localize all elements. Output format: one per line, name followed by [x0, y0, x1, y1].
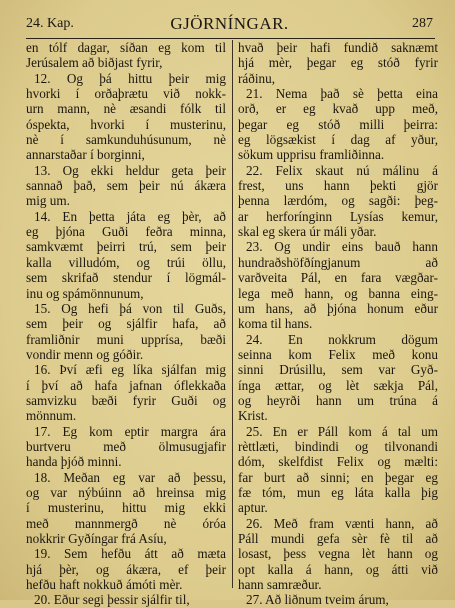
- text-line: eg lögsækist í dag af yður,: [238, 132, 438, 148]
- text-line: ínga ættar, og lèt sækja Pál,: [238, 377, 438, 393]
- text-line: opt kalla á hann, og átti við: [238, 561, 438, 577]
- text-line: hjá mèr, þegar eg stóð fyrir: [238, 55, 438, 71]
- text-line: 12. Og þá hittu þeir mig: [34, 70, 226, 86]
- text-line: sökum upprisu framliðinna.: [238, 147, 385, 163]
- text-line: og heyrði hann um trúna á: [238, 392, 438, 408]
- column-divider: [232, 40, 233, 588]
- text-line: sinni Drúsillu, sem var Gyð-: [238, 362, 438, 378]
- text-line: nè í samkunduhúsunum, nè: [26, 132, 226, 148]
- text-line: óspekta, hvorki í musterinu,: [26, 116, 226, 132]
- text-line: handa þjóð minni.: [26, 454, 122, 470]
- text-line: hann samræður.: [238, 577, 322, 593]
- text-line: dóm, skelfdist Felix og mælti:: [238, 454, 438, 470]
- text-line: 14. En þetta játa eg þèr, að: [34, 208, 226, 224]
- text-line: í því að hafa jafnan óflekkaða: [26, 377, 226, 393]
- left-text-column: [26, 40, 226, 608]
- text-line: í musterinu, hittu mig ekki: [26, 500, 226, 516]
- text-line: sannað það, sem þeir nú ákæra: [26, 178, 226, 194]
- text-line: fæ tóm, mun eg láta kalla þig: [238, 484, 438, 500]
- text-line: eg þjóna Guði feðra minna,: [26, 224, 226, 240]
- text-line: hefðu haft nokkuð ámóti mèr.: [26, 577, 183, 593]
- text-line: seinna kom Felix með konu: [238, 346, 438, 362]
- text-line: samvizku bæði fyrir Guði og: [26, 392, 226, 408]
- text-line: 19. Sem hefðu átt að mæta: [34, 546, 226, 562]
- header-rule: [26, 38, 435, 39]
- page-number: 287: [412, 16, 433, 31]
- text-line: ráðinu,: [238, 70, 275, 86]
- text-line: hvað þeir hafi fundið saknæmt: [238, 40, 438, 55]
- text-line: urn mann, nè æsandi fólk til: [26, 101, 226, 117]
- text-line: sem þeir og sjálfir hafa, að: [26, 316, 226, 332]
- text-line: far burt að sinni; en þegar eg: [238, 469, 438, 485]
- text-line: framliðnir muni upprísa, bæði: [26, 331, 226, 347]
- text-line: 18. Meðan eg var að þessu,: [34, 469, 226, 485]
- text-line: 21. Nema það sè þetta eina: [246, 86, 438, 102]
- text-line: Páll mundi gefa sèr fè til að: [238, 531, 438, 546]
- text-line: ar herforínginn Lysías kemur,: [238, 208, 438, 224]
- text-line: hvorki í orðaþrætu við nokk-: [26, 86, 226, 102]
- text-line: 20. Eður segi þessir sjálfir til,: [34, 592, 190, 608]
- text-line: aptur.: [238, 500, 268, 516]
- text-line: mönnum.: [26, 408, 77, 424]
- text-line: 24. En nokkrum dögum: [246, 331, 438, 347]
- text-line: þegar eg stóð milli þeirra:: [238, 116, 438, 132]
- text-line: skal eg skera úr máli yðar.: [238, 224, 377, 240]
- running-header: [26, 14, 433, 36]
- text-line: 23. Og undir eins bauð hann: [246, 239, 438, 255]
- text-line: orð, er eg kvað upp með,: [238, 101, 438, 117]
- page-title: GJÖRNÍNGAR.: [170, 14, 289, 33]
- text-line: nokkrir Gyðíngar frá Asíu,: [26, 531, 167, 546]
- text-line: inu og spámönnunum,: [26, 285, 144, 301]
- text-line: losast, þess vegna lèt hann og: [238, 546, 438, 562]
- text-line: með mannmergð nè óróa: [26, 515, 226, 531]
- text-line: 16. Því æfi eg líka sjálfan mig: [34, 362, 226, 378]
- text-line: annarstaðar í borginni,: [26, 147, 145, 163]
- text-line: sem skrifað stendur í lögmál-: [26, 270, 226, 286]
- text-line: 15. Og hefi þá von til Guðs,: [34, 300, 226, 316]
- text-line: 13. Og ekki heldur geta þeir: [34, 162, 226, 178]
- text-line: 25. En er Páll kom á tal um: [246, 423, 438, 439]
- text-line: koma til hans.: [238, 316, 313, 332]
- text-line: þenna lærdóm, og sagði: þeg-: [238, 193, 438, 209]
- text-line: frest, uns hann þekti gjör: [238, 178, 438, 194]
- text-line: mig um.: [26, 193, 70, 209]
- text-line: lega með hann, og banna eing-: [238, 285, 438, 301]
- text-line: 22. Felix skaut nú málinu á: [246, 162, 438, 178]
- text-line: hundraðshöfðíngjanum að: [238, 254, 438, 270]
- text-line: vondir menn og góðir.: [26, 346, 144, 362]
- text-line: burtveru með ölmusugjafir: [26, 438, 226, 454]
- text-line: Jerúsalem að biðjast fyrir,: [26, 55, 163, 71]
- text-line: varðveita Pál, en fara vægðar-: [238, 270, 438, 286]
- text-line: rèttlæti, bindindi og tilvonandi: [238, 438, 438, 454]
- text-line: hjá þèr, og ákæra, ef þeir: [26, 561, 226, 577]
- text-line: en tólf dagar, síðan eg kom til: [26, 40, 226, 55]
- text-line: 27. Að liðnum tveim árum,: [246, 592, 389, 608]
- text-line: Krist.: [238, 408, 268, 424]
- text-line: um hans, að þjóna honum eður: [238, 300, 438, 316]
- right-text-column: [238, 40, 438, 608]
- chapter-label: 24. Kap.: [26, 16, 74, 31]
- text-line: og var nýbúinn að hreinsa mig: [26, 484, 226, 500]
- text-line: 26. Með fram vænti hann, að: [246, 515, 438, 531]
- text-line: samkvæmt þeirri trú, sem þeir: [26, 239, 226, 255]
- text-line: 17. Eg kom eptir margra ára: [34, 423, 226, 439]
- text-line: kalla villudóm, og trúi öllu,: [26, 254, 226, 270]
